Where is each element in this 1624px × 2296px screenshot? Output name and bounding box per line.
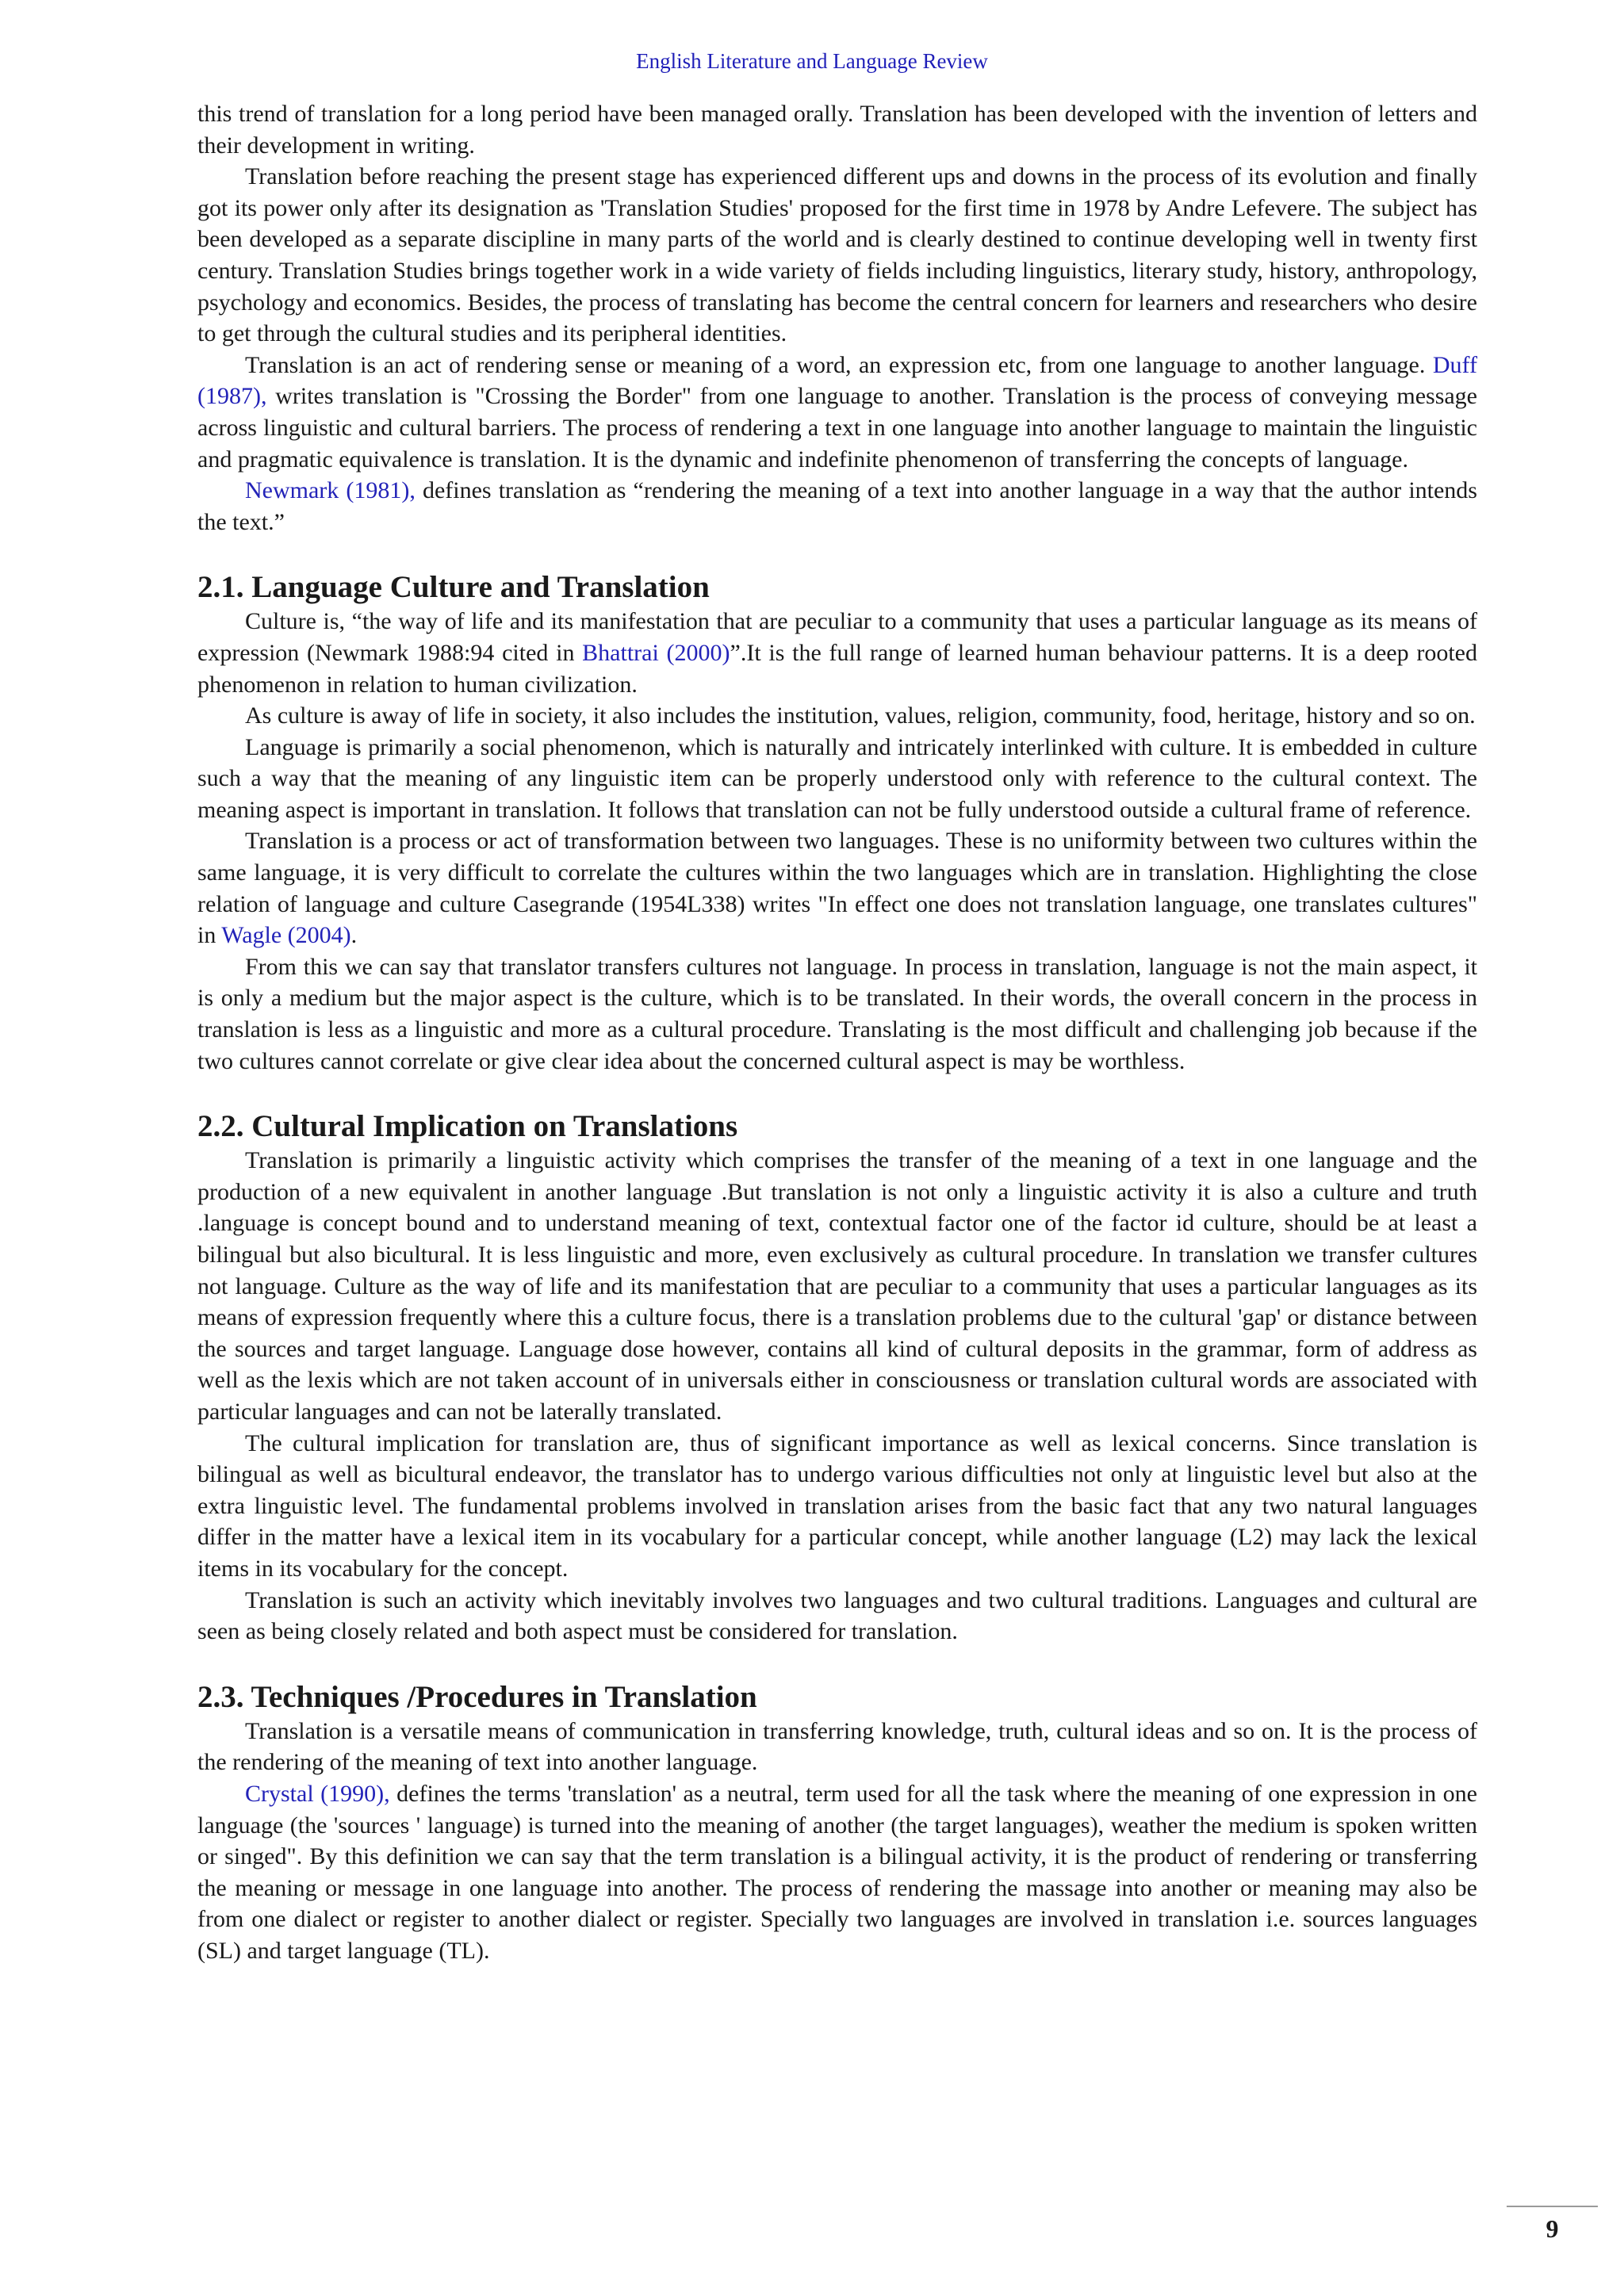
citation-link[interactable]: Newmark (1981), <box>245 477 416 504</box>
paragraph <box>197 350 1477 475</box>
paragraph: From this we can say that translator transfers cultures not language. In process in translation, language is not the main aspect, it is only a medium but the major aspect is the culture, which is to be translated. In their words, the overall concern in the process in translation is less as a linguistic and more as a cultural procedure. Translating is the most difficult and challenging job because if the two cultures cannot correlate or give clear idea about the concerned cultural aspect is may be worthless. <box>197 953 1477 1074</box>
citation-link[interactable]: Bhattrai (2000) <box>582 639 730 666</box>
paragraph: this trend of translation for a long period have been managed orally. Translation has been developed with the invention of letters and their development in writing. <box>197 101 1477 159</box>
section-heading: 2.1. Language Culture and Translation <box>197 570 710 605</box>
paragraph-text: Translation is an act of rendering sense or meaning of a word, an expression etc, from one language to another language. <box>245 351 1433 378</box>
section-heading: 2.3. Techniques /Procedures in Translation <box>197 1679 757 1714</box>
paragraph: As culture is away of life in society, it also includes the institution, values, religion, community, food, heritage, history and so on. <box>245 702 1476 729</box>
paragraph <box>197 475 1477 538</box>
page-number: 9 <box>1545 2214 1559 2243</box>
paragraph: The cultural implication for translation are, thus of significant importance as well as lexical concerns. Since translation is bilingual as well as bicultural endeavor, the translator has to undergo various difficulties not only at linguistic level but also at the extra linguistic level. The fundamental problems involved in translation arises from the basic fact that any two natural languages differ in the matter have a lexical item in its vocabulary for a particular concept, while another language (L2) may lack the lexical items in its vocabulary for the concept. <box>197 1429 1477 1582</box>
citation-link[interactable]: Crystal (1990), <box>245 1780 390 1807</box>
paragraph <box>197 606 1477 700</box>
paragraph-text: . <box>350 922 358 949</box>
paragraph: Translation is a versatile means of communication in transferring knowledge, truth, cultural ideas and so on. It is the process of the rendering of the meaning of text into another language. <box>197 1717 1477 1776</box>
paragraph: Translation before reaching the present stage has experienced different ups and downs in the process of its evolution and finally got its power only after its designation as 'Translation Studies' proposed for the first time in 1978 by Andre Lefevere. The subject has been developed as a separate discipline in many parts of the world and is clearly destined to continue developing well in twenty first century. Translation Studies brings together work in a wide variety of fields including linguistics, literary study, history, anthropology, psychology and economics. Besides, the process of translating has become the central concern for learners and researchers who desire to get through the cultural studies and its peripheral identities. <box>197 163 1477 347</box>
citation-link[interactable]: Wagle (2004) <box>221 922 351 949</box>
paragraph: Translation is primarily a linguistic activity which comprises the transfer of the meaning of a text in one language and the production of a new equivalent in another language .But translation is not only a linguistic activity it is also a culture and truth .language is concept bound and to understand meaning of text, contextual factor one of the factor id culture, should be at least a bilingual but also bicultural. It is less linguistic and more, even exclusively as cultural procedure. In translation we transfer cultures not language. Culture as the way of life and its manifestation that are peculiar to a community that uses a particular languages as its means of expression frequently where this a culture focus, there is a translation problems due to the cultural 'gap' or distance between the sources and target language. Language dose however, contains all kind of cultural deposits in the grammar, form of address as well as the lexis which are not taken account of in universals either in consciousness or translation cultural words are associated with particular languages and can not be laterally translated. <box>197 1147 1477 1425</box>
paragraph-text: writes translation is "Crossing the Border" from one language to another. Translation is the process of conveying message across linguistic and cultural barriers. The process of rendering a text in one language into another language to maintain the linguistic and pragmatic equivalence is translation. It is the dynamic and indefinite phenomenon of transferring the concepts of language. <box>197 383 1477 473</box>
running-header: English Literature and Language Review <box>636 49 988 73</box>
section-heading: 2.2. Cultural Implication on Translations <box>197 1109 738 1144</box>
paragraph: Language is primarily a social phenomenon, which is naturally and intricately interlinked with culture. It is embedded in culture such a way that the meaning of any linguistic item can be properly understood only with reference to the cultural context. The meaning aspect is important in translation. It follows that translation can not be fully understood outside a cultural frame of reference. <box>197 733 1477 823</box>
footer-divider <box>1507 2206 1598 2207</box>
paragraph-text: Culture is, “the way of life and its manifestation that are peculiar to a community that uses a particular language as its means of expression (Newmark 1988:94 cited in <box>197 608 1477 666</box>
paragraph: Translation is such an activity which inevitably involves two languages and two cultural traditions. Languages and cultural are seen as being closely related and both aspect must be considered for translation. <box>197 1586 1477 1645</box>
paragraph <box>197 1778 1477 1967</box>
paragraph-text: Translation is a process or act of transformation between two languages. These is no uniformity between two cultures within the same language, it is very difficult to correlate the cultures within the two languages which are in translation. Highlighting the close relation of language and culture Casegrande (1954L338) writes "In effect one does not translation language, one translates cultures" in <box>197 828 1477 949</box>
paragraph-text: defines translation as “rendering the meaning of a text into another language in a way that the author intends the text.” <box>197 477 1477 535</box>
paragraph-text: ”.It is the full range of learned human behaviour patterns. It is a deep rooted phenomenon in relation to human civilization. <box>197 639 1477 698</box>
citation-link[interactable]: Duff (1987), <box>197 351 1477 410</box>
paragraph-text: defines the terms 'translation' as a neutral, term used for all the task where the meaning of one expression in one language (the 'sources ' language) is turned into the meaning of another (the target languages), weather the medium is spoken written or singed". By this definition we can say that the term translation is a bilingual activity, it is the product of rendering or transferring the meaning or message in one language into another. The process of rendering the massage into another or meaning may also be from one dialect or register to another dialect or register. Specially two languages are involved in translation i.e. sources languages (SL) and target language (TL). <box>197 1780 1477 1964</box>
paragraph <box>197 825 1477 951</box>
article-body <box>197 98 1477 1966</box>
